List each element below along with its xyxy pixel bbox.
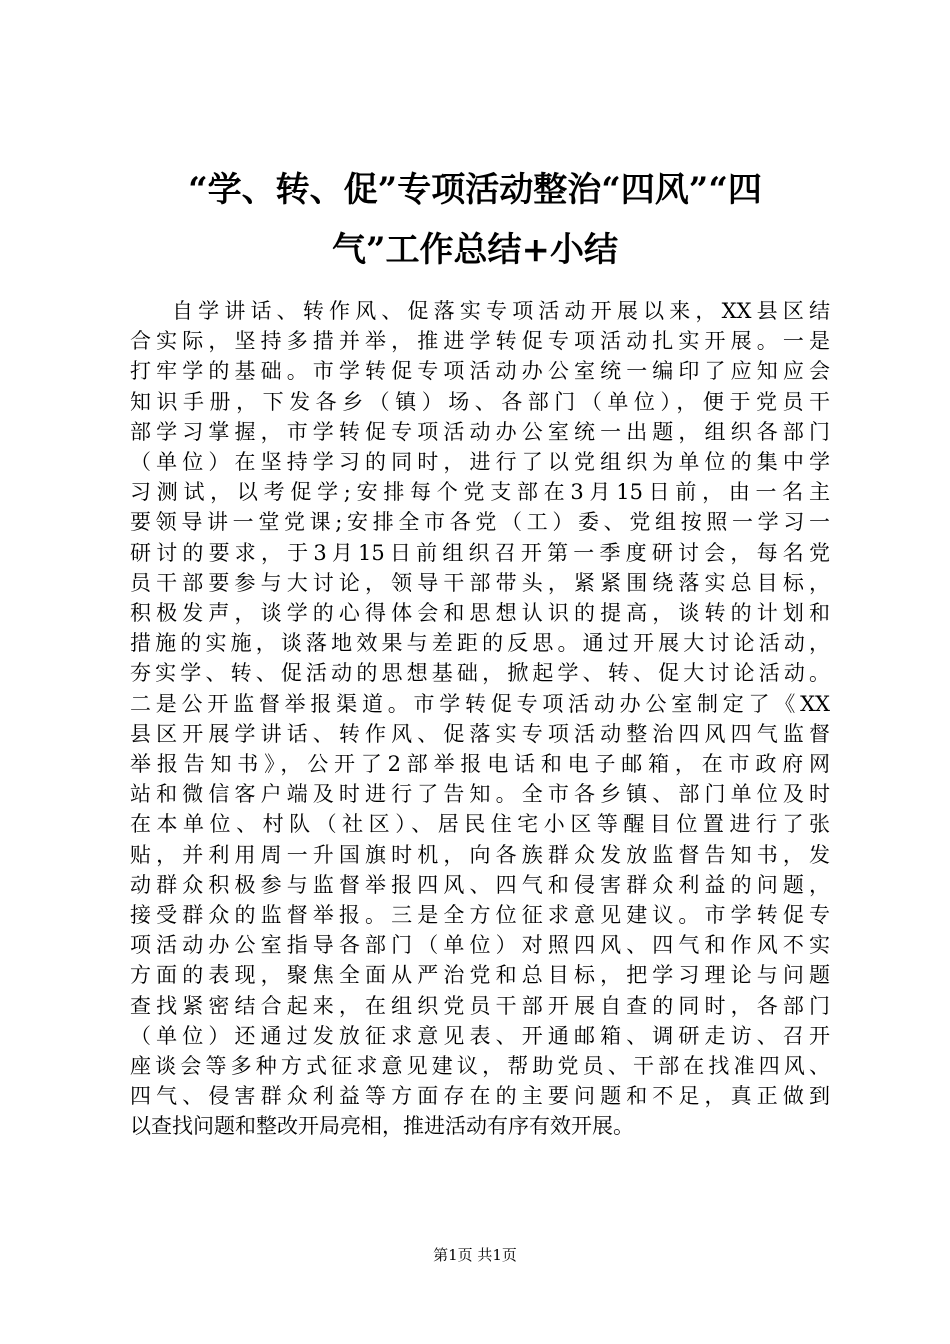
body-line: 措施的实施，谈落地效果与差距的反思。通过开展大讨论活动， [130,631,830,656]
title-line-1: “学、转、促”专项活动整治“四风”“四 [188,170,762,210]
body-line: 查找紧密结合起来，在组织党员干部开展自查的同时，各部门 [130,993,830,1018]
body-line: 县区开展学讲话、转作风、促落实专项活动整治四风四气监督 [130,721,830,746]
body-line: 部学习掌握，市学转促专项活动办公室统一出题，组织各部门 [130,419,830,444]
body-line: 贴，并利用周一升国旗时机，向各族群众发放监督告知书，发 [130,842,830,867]
body-line: 以查找问题和整改开局亮相，推进活动有序有效开展。 [130,1114,634,1139]
body-line: 在本单位、村队（社区）、居民住宅小区等醒目位置进行了张 [130,812,830,837]
body-line: 项活动办公室指导各部门（单位）对照四风、四气和作风不实 [130,933,830,958]
body-line: 积极发声，谈学的心得体会和思想认识的提高，谈转的计划和 [130,601,830,626]
body-line: 员干部要参与大讨论，领导干部带头，紧紧围绕落实总目标， [130,570,830,595]
body-line: 动群众积极参与监督举报四风、四气和侵害群众利益的问题， [130,872,830,897]
document-body [130,296,830,1142]
body-line: （单位）还通过发放征求意见表、开通邮箱、调研走访、召开 [130,1023,830,1048]
body-line: 要领导讲一堂党课;安排全市各党（工）委、党组按照一学习一 [130,510,830,535]
body-line: （单位）在坚持学习的同时，进行了以党组织为单位的集中学 [130,450,830,475]
body-line: 方面的表现，聚焦全面从严治党和总目标，把学习理论与问题 [130,963,830,988]
page-footer: 第1页 共1页 [433,1246,517,1264]
title-line-2: 气”工作总结+小结 [331,230,619,270]
body-line: 知识手册，下发各乡（镇）场、各部门（单位），便于党员干 [130,389,830,414]
body-line: 合实际，坚持多措并举，推进学转促专项活动扎实开展。一是 [130,329,830,354]
body-line: 习测试，以考促学;安排每个党支部在3月15日前，由一名主 [130,480,830,505]
body-line: 举报告知书》，公开了2部举报电话和电子邮箱，在市政府网 [130,752,830,777]
body-line: 二是公开监督举报渠道。市学转促专项活动办公室制定了《XX [130,691,830,716]
body-line: 站和微信客户端及时进行了告知。全市各乡镇、部门单位及时 [130,782,830,807]
body-line: 夯实学、转、促活动的思想基础，掀起学、转、促大讨论活动。 [130,661,830,686]
body-line: 四气、侵害群众利益等方面存在的主要问题和不足，真正做到 [130,1084,830,1109]
body-line: 打牢学的基础。市学转促专项活动办公室统一编印了应知应会 [130,359,830,384]
document-title [110,160,840,280]
body-line: 研讨的要求，于3月15日前组织召开第一季度研讨会，每名党 [130,540,830,565]
body-line: 自学讲话、转作风、促落实专项活动开展以来，XX县区结 [172,299,830,323]
body-line: 座谈会等多种方式征求意见建议，帮助党员、干部在找准四风、 [130,1054,830,1079]
body-line: 接受群众的监督举报。三是全方位征求意见建议。市学转促专 [130,903,830,928]
